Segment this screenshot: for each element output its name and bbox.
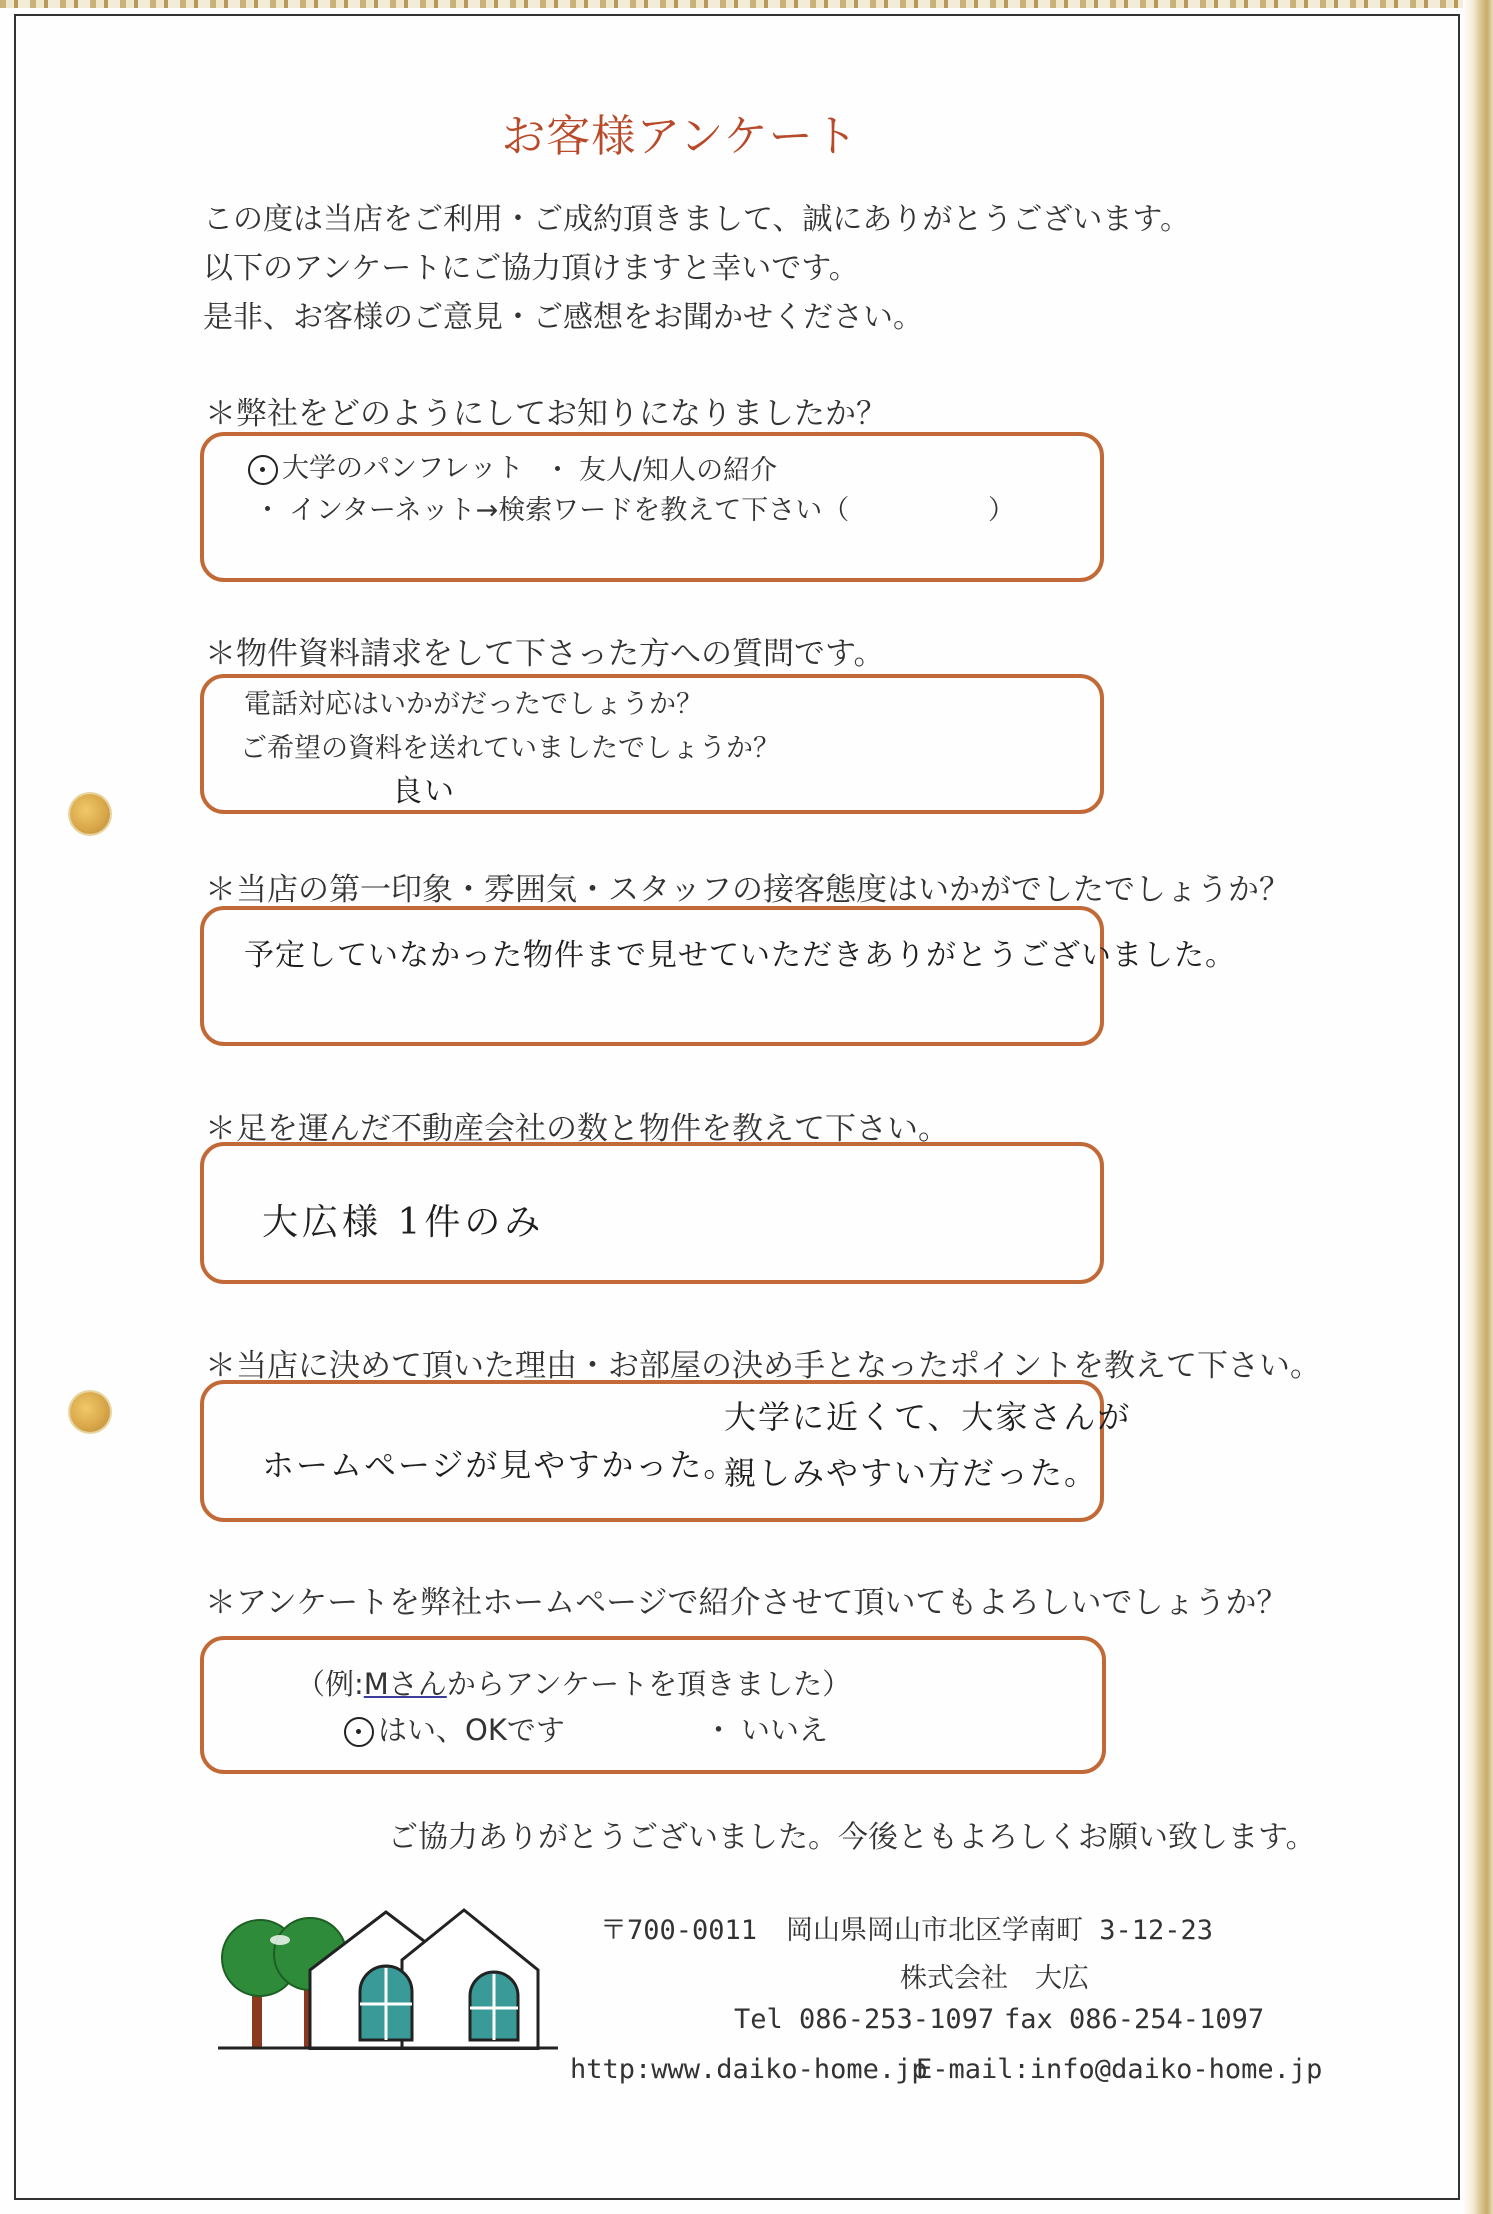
thanks-message: ご協力ありがとうございました。今後ともよろしくお願い致します。 (388, 1820, 1316, 1855)
q2-line-1: 電話対応はいかがだったでしょうか？ (244, 689, 703, 720)
company-tel: Tel 086-253-1097 (734, 2004, 995, 2035)
company-address: 岡山県岡山市北区学南町 3-12-23 (786, 1915, 1214, 1946)
q6-example: （例:Mさんからアンケートを頂きました） (296, 1667, 852, 1701)
option-yes[interactable]: はい、OKです (344, 1708, 565, 1749)
company-email-link[interactable]: E-mail:info@daiko-home.jp (916, 2054, 1323, 2085)
q2-line-2: ご希望の資料を送れていましたでしょうか？ (240, 733, 780, 764)
bullet-icon: ・ (544, 455, 571, 486)
company-logo (218, 1900, 566, 2050)
binder-hole (70, 1392, 110, 1432)
company-name: 株式会社 大広 (900, 1963, 1089, 1994)
tree-highlight (270, 1935, 290, 1945)
bullet-icon: ・ (254, 495, 281, 526)
question-5: ＊当店に決めて頂いた理由・お部屋の決め手となったポイントを教えて下さい。 (205, 1348, 1321, 1384)
circled-selection-icon (248, 455, 278, 485)
page-title: お客様アンケート (501, 111, 859, 162)
postal-code: 〒700-0011 (600, 1915, 758, 1946)
q5-handwritten-answer-right-2: 親しみやすい方だった。 (724, 1454, 1099, 1492)
q4-handwritten-answer: 大広様 1件のみ (262, 1202, 545, 1243)
answer-box-6 (200, 1636, 1106, 1774)
question-2: ＊物件資料請求をして下さった方への質問です。 (205, 636, 885, 672)
answer-box-2 (200, 674, 1104, 814)
company-fax: fax 086-254-1097 (1004, 2004, 1265, 2035)
bullet-icon: ・ (704, 1713, 734, 1747)
answer-box-3 (200, 906, 1236, 1046)
option-friend[interactable]: ・ 友人/知人の紹介 (544, 448, 777, 487)
q2-handwritten-answer: 良い (392, 774, 456, 809)
option-internet-close: ） (988, 495, 1015, 526)
paper-right-edge (1463, 0, 1493, 2214)
option-internet[interactable]: ・ インターネット→検索ワードを教えて下さい（ (254, 488, 849, 527)
question-4: ＊足を運んだ不動産会社の数と物件を教えて下さい。 (205, 1111, 949, 1147)
company-website-link[interactable]: http:www.daiko-home.jp (570, 2054, 928, 2085)
question-3: ＊当店の第一印象・雰囲気・スタッフの接客態度はいかがでしたでしょうか？ (205, 872, 1290, 908)
paper-top-edge (0, 0, 1493, 8)
binder-hole (70, 794, 110, 834)
circled-selection-icon (344, 1717, 374, 1747)
intro-line-1: この度は当店をご利用・ご成約頂きまして、誠にありがとうございます。 (203, 202, 1190, 237)
answer-box-5 (200, 1380, 1132, 1522)
option-pamphlet[interactable]: 大学のパンフレット (248, 446, 524, 485)
intro-line-3: 是非、お客様のご意見・ご感想をお聞かせください。 (203, 300, 923, 335)
q3-handwritten-answer: 予定していなかった物件まで見せていただきありがとうございました。 (244, 938, 1236, 973)
question-1: ＊弊社をどのようにしてお知りになりましたか？ (205, 396, 887, 432)
q5-handwritten-answer-left: ホームページが見やすかった。 (262, 1446, 738, 1484)
q5-handwritten-answer-right-1: 大学に近くて、大家さんが (724, 1398, 1132, 1436)
answer-box-4 (200, 1142, 1104, 1284)
answer-box-1 (200, 432, 1104, 582)
intro-text (203, 195, 1190, 342)
intro-line-2: 以下のアンケートにご協力頂けますと幸いです。 (203, 251, 859, 286)
question-6: ＊アンケートを弊社ホームページで紹介させて頂いてもよろしいでしょうか？ (205, 1585, 1288, 1621)
option-no[interactable]: ・ いいえ (704, 1708, 828, 1749)
